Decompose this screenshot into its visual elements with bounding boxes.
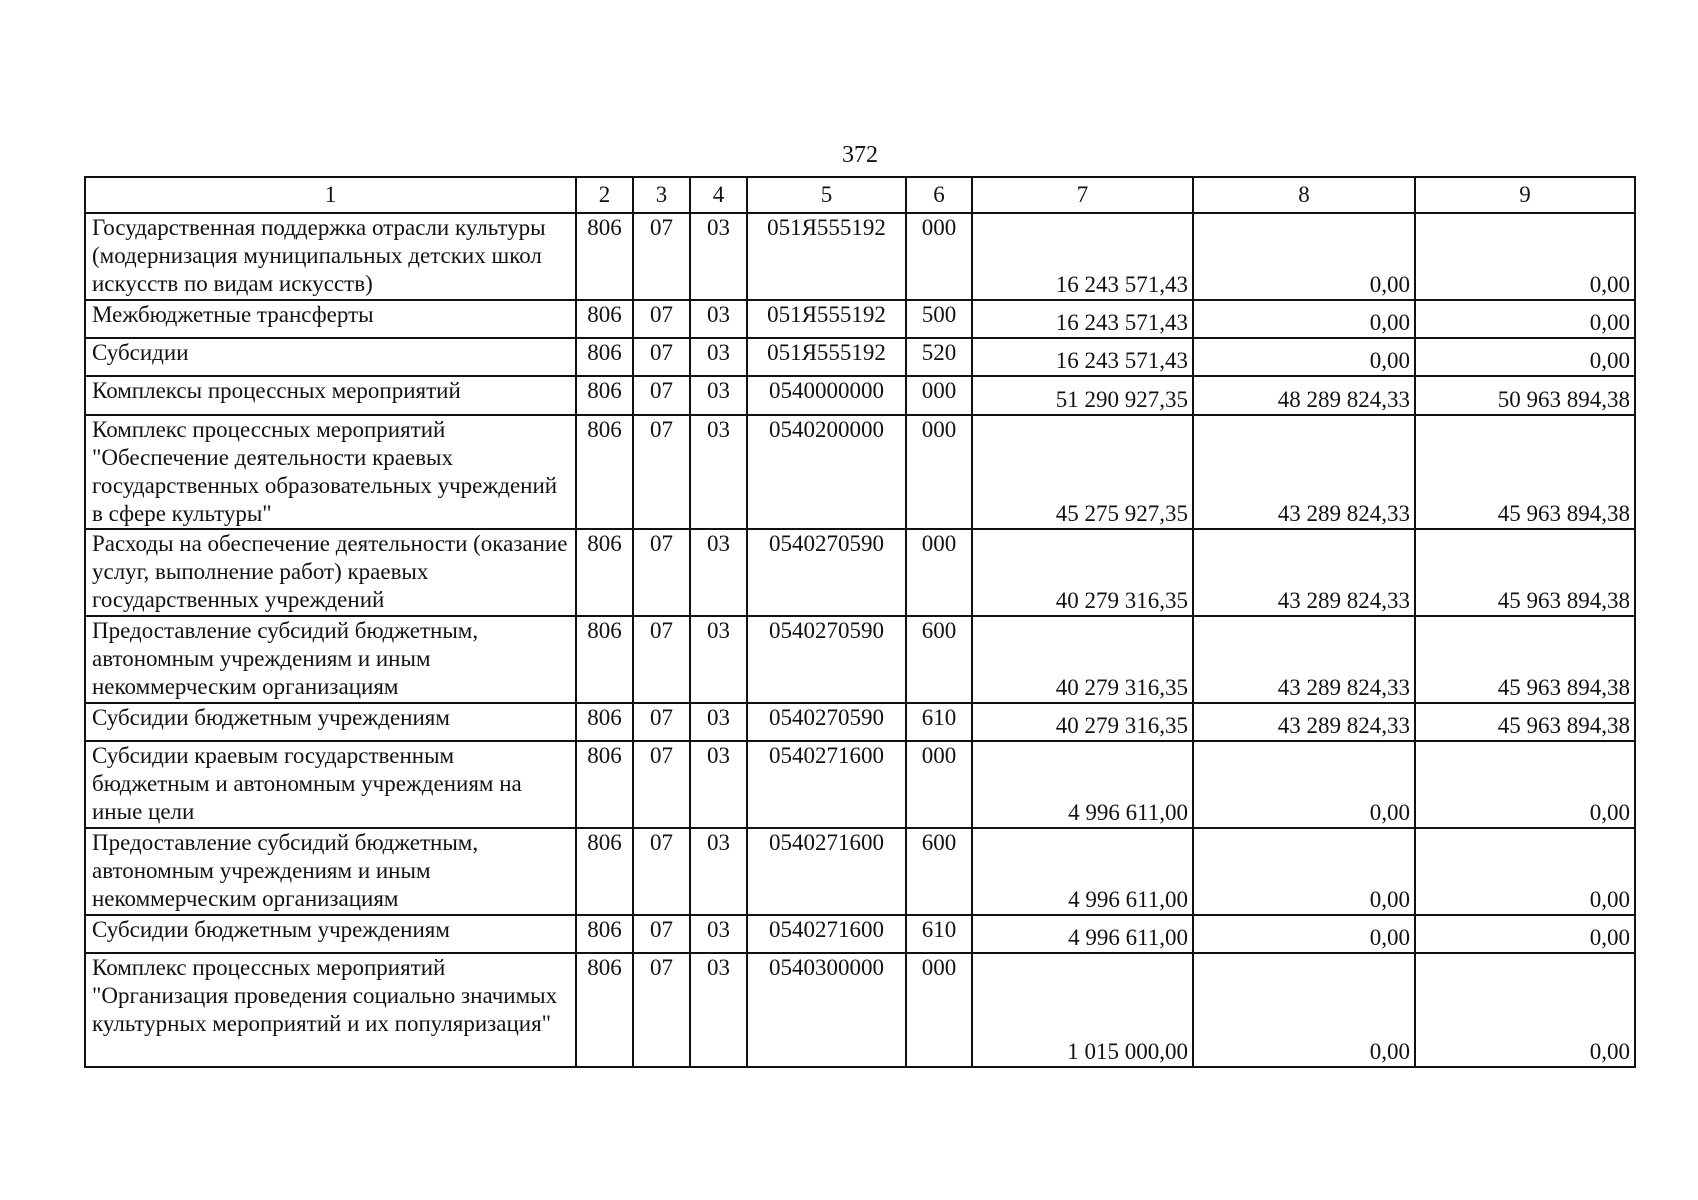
- row-amount-7: 40 279 316,35: [972, 703, 1193, 741]
- row-col-4: 03: [690, 741, 747, 828]
- row-name: Субсидии бюджетным учреждениям: [85, 703, 576, 741]
- column-header: 7: [972, 177, 1193, 213]
- row-name: Комплексы процессных мероприятий: [85, 376, 576, 415]
- row-name: Государственная поддержка отрасли культуры (модернизация муниципальных детских школ искусств по видам искусств): [85, 213, 576, 300]
- row-name: Предоставление субсидий бюджетным, автономным учреждениям и иным некоммерческим организациям: [85, 616, 576, 703]
- row-amount-7: 45 275 927,35: [972, 415, 1193, 529]
- row-col-4: 03: [690, 703, 747, 741]
- row-col-3: 07: [633, 376, 690, 415]
- row-col-6: 500: [906, 300, 972, 338]
- row-amount-8: 0,00: [1193, 300, 1415, 338]
- row-amount-9: 0,00: [1415, 953, 1635, 1067]
- row-col-2: 806: [576, 616, 633, 703]
- row-amount-7: 16 243 571,43: [972, 300, 1193, 338]
- row-amount-7: 16 243 571,43: [972, 213, 1193, 300]
- row-col-6: 000: [906, 741, 972, 828]
- table-row: [85, 529, 1635, 616]
- header-row: [85, 177, 1635, 213]
- row-col-5: 0540271600: [747, 828, 906, 915]
- row-col-6: 000: [906, 415, 972, 529]
- row-amount-8: 43 289 824,33: [1193, 703, 1415, 741]
- page-number: 372: [842, 142, 878, 168]
- row-col-6: 000: [906, 376, 972, 415]
- row-col-6: 000: [906, 529, 972, 616]
- row-col-5: 0540271600: [747, 915, 906, 953]
- row-col-6: 600: [906, 616, 972, 703]
- row-amount-7: 4 996 611,00: [972, 741, 1193, 828]
- row-col-4: 03: [690, 415, 747, 529]
- row-col-6: 610: [906, 915, 972, 953]
- row-col-3: 07: [633, 529, 690, 616]
- row-col-5: 0540200000: [747, 415, 906, 529]
- row-col-5: 0540271600: [747, 741, 906, 828]
- row-amount-9: 45 963 894,38: [1415, 529, 1635, 616]
- row-col-5: 0540270590: [747, 703, 906, 741]
- row-col-3: 07: [633, 915, 690, 953]
- row-col-3: 07: [633, 741, 690, 828]
- row-col-2: 806: [576, 703, 633, 741]
- row-amount-9: 45 963 894,38: [1415, 703, 1635, 741]
- column-header: 6: [906, 177, 972, 213]
- column-header: 8: [1193, 177, 1415, 213]
- row-col-2: 806: [576, 415, 633, 529]
- row-col-5: 051Я555192: [747, 338, 906, 376]
- column-header: 9: [1415, 177, 1635, 213]
- table-row: [85, 300, 1635, 338]
- row-amount-8: 43 289 824,33: [1193, 529, 1415, 616]
- row-amount-8: 0,00: [1193, 741, 1415, 828]
- row-col-4: 03: [690, 915, 747, 953]
- table-row: [85, 741, 1635, 828]
- row-col-6: 520: [906, 338, 972, 376]
- table-row: [85, 415, 1635, 529]
- row-col-4: 03: [690, 213, 747, 300]
- row-col-4: 03: [690, 338, 747, 376]
- row-col-2: 806: [576, 338, 633, 376]
- row-name: Комплекс процессных мероприятий "Обеспечение деятельности краевых государственных образовательных учреждений в сфере культуры": [85, 415, 576, 529]
- row-col-2: 806: [576, 300, 633, 338]
- row-amount-8: 0,00: [1193, 915, 1415, 953]
- row-col-2: 806: [576, 213, 633, 300]
- table-row: [85, 915, 1635, 953]
- row-amount-7: 51 290 927,35: [972, 376, 1193, 415]
- row-col-2: 806: [576, 828, 633, 915]
- row-col-2: 806: [576, 376, 633, 415]
- row-amount-9: 0,00: [1415, 741, 1635, 828]
- row-name: Субсидии краевым государственным бюджетным и автономным учреждениям на иные цели: [85, 741, 576, 828]
- table-row: [85, 616, 1635, 703]
- row-name: Комплекс процессных мероприятий "Организация проведения социально значимых культурных мероприятий и их популяризация": [85, 953, 576, 1067]
- row-amount-8: 0,00: [1193, 828, 1415, 915]
- row-name: Субсидии: [85, 338, 576, 376]
- table-row: [85, 703, 1635, 741]
- row-amount-7: 40 279 316,35: [972, 529, 1193, 616]
- row-col-2: 806: [576, 529, 633, 616]
- row-amount-8: 0,00: [1193, 338, 1415, 376]
- row-col-3: 07: [633, 300, 690, 338]
- row-col-3: 07: [633, 616, 690, 703]
- row-amount-7: 16 243 571,43: [972, 338, 1193, 376]
- column-header: 4: [690, 177, 747, 213]
- row-col-2: 806: [576, 915, 633, 953]
- row-col-2: 806: [576, 953, 633, 1067]
- row-col-3: 07: [633, 828, 690, 915]
- row-col-4: 03: [690, 529, 747, 616]
- row-col-6: 610: [906, 703, 972, 741]
- row-name: Расходы на обеспечение деятельности (оказание услуг, выполнение работ) краевых государственных учреждений: [85, 529, 576, 616]
- row-name: Межбюджетные трансферты: [85, 300, 576, 338]
- row-amount-9: 0,00: [1415, 828, 1635, 915]
- row-col-5: 0540300000: [747, 953, 906, 1067]
- row-col-4: 03: [690, 376, 747, 415]
- row-amount-9: 0,00: [1415, 213, 1635, 300]
- table-row: [85, 953, 1635, 1067]
- table-row: [85, 828, 1635, 915]
- column-header: 3: [633, 177, 690, 213]
- row-col-5: 051Я555192: [747, 300, 906, 338]
- row-amount-7: 40 279 316,35: [972, 616, 1193, 703]
- row-col-5: 0540000000: [747, 376, 906, 415]
- row-amount-9: 50 963 894,38: [1415, 376, 1635, 415]
- row-col-5: 0540270590: [747, 529, 906, 616]
- row-amount-9: 45 963 894,38: [1415, 415, 1635, 529]
- row-amount-8: 43 289 824,33: [1193, 616, 1415, 703]
- row-amount-8: 43 289 824,33: [1193, 415, 1415, 529]
- row-amount-7: 4 996 611,00: [972, 828, 1193, 915]
- row-col-4: 03: [690, 300, 747, 338]
- row-amount-8: 0,00: [1193, 953, 1415, 1067]
- row-col-6: 000: [906, 953, 972, 1067]
- column-header: 5: [747, 177, 906, 213]
- row-col-3: 07: [633, 415, 690, 529]
- budget-table: [84, 176, 1636, 1068]
- row-amount-7: 1 015 000,00: [972, 953, 1193, 1067]
- row-amount-9: 45 963 894,38: [1415, 616, 1635, 703]
- row-amount-8: 48 289 824,33: [1193, 376, 1415, 415]
- row-col-4: 03: [690, 616, 747, 703]
- table-row: [85, 376, 1635, 415]
- row-col-5: 051Я555192: [747, 213, 906, 300]
- table-row: [85, 213, 1635, 300]
- row-name: Субсидии бюджетным учреждениям: [85, 915, 576, 953]
- row-col-4: 03: [690, 828, 747, 915]
- row-col-5: 0540270590: [747, 616, 906, 703]
- row-amount-8: 0,00: [1193, 213, 1415, 300]
- table-row: [85, 338, 1635, 376]
- row-col-6: 000: [906, 213, 972, 300]
- row-name: Предоставление субсидий бюджетным, автономным учреждениям и иным некоммерческим организациям: [85, 828, 576, 915]
- row-col-3: 07: [633, 213, 690, 300]
- row-col-6: 600: [906, 828, 972, 915]
- column-header: 2: [576, 177, 633, 213]
- row-amount-9: 0,00: [1415, 915, 1635, 953]
- column-header: 1: [85, 177, 576, 213]
- row-col-4: 03: [690, 953, 747, 1067]
- row-col-3: 07: [633, 953, 690, 1067]
- row-col-3: 07: [633, 703, 690, 741]
- row-col-3: 07: [633, 338, 690, 376]
- row-amount-9: 0,00: [1415, 300, 1635, 338]
- row-amount-7: 4 996 611,00: [972, 915, 1193, 953]
- row-amount-9: 0,00: [1415, 338, 1635, 376]
- row-col-2: 806: [576, 741, 633, 828]
